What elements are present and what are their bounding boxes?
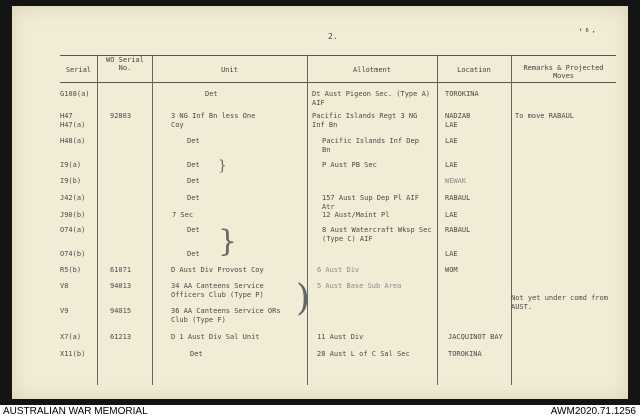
serial-cell: X7(a) bbox=[60, 333, 82, 341]
unit-cell: 3 NG Inf Bn less One Coy bbox=[171, 112, 256, 129]
grouping-brace: } bbox=[218, 224, 238, 259]
footer-credit: AUSTRALIAN WAR MEMORIAL bbox=[3, 406, 148, 417]
location-cell: TOROKINA bbox=[445, 90, 479, 98]
wo-serial-cell: 92803 bbox=[110, 112, 132, 120]
allotment-cell: Pacific Islands Inf Dep Bn bbox=[322, 137, 419, 154]
serial-cell: O74(b) bbox=[60, 250, 86, 258]
footer-accession-number: AWM2020.71.1256 bbox=[550, 406, 636, 417]
wo-serial-cell: 94015 bbox=[110, 307, 132, 315]
unit-cell: Det bbox=[187, 250, 200, 258]
location-cell: LAE bbox=[445, 161, 458, 169]
allotment-cell: Dt Aust Pigeon Sec. (Type A) AIF bbox=[312, 90, 431, 107]
allotment-cell: 12 Aust/Maint Pl bbox=[322, 211, 390, 219]
column-divider bbox=[437, 55, 438, 385]
location-cell: NADZAB LAE bbox=[445, 112, 471, 129]
grouping-brace: } bbox=[218, 158, 227, 174]
column-divider bbox=[152, 55, 153, 385]
header-bottom-rule bbox=[60, 82, 616, 83]
column-divider bbox=[307, 55, 308, 385]
location-cell: RABAUL bbox=[445, 226, 471, 234]
allotment-cell: 8 Aust Watercraft Wksp Sec (Type C) AIF bbox=[322, 226, 432, 243]
unit-cell: Det bbox=[187, 226, 200, 234]
header-serial: Serial bbox=[65, 66, 92, 74]
location-cell: WOM bbox=[445, 266, 458, 274]
allotment-cell: 6 Aust Div bbox=[317, 266, 360, 274]
grouping-brace: ) bbox=[296, 278, 311, 319]
remarks-cell: Not yet under comd from AUST. bbox=[511, 294, 608, 311]
wo-serial-cell: 94013 bbox=[110, 282, 132, 290]
unit-cell: Det bbox=[187, 137, 200, 145]
header-allotment: Allotment bbox=[353, 66, 391, 74]
serial-cell: J42(a) bbox=[60, 194, 86, 202]
unit-cell: 36 AA Canteens Service ORs Club (Type F) bbox=[171, 307, 281, 324]
allotment-cell: 157 Aust Sup Dep Pl AIF Atr bbox=[322, 194, 419, 211]
column-divider bbox=[97, 55, 98, 385]
location-cell: WEWAK bbox=[445, 177, 467, 185]
location-cell: LAE bbox=[445, 211, 458, 219]
allotment-cell: 11 Aust Div bbox=[317, 333, 364, 341]
header-location: Location bbox=[457, 66, 491, 74]
header-remarks: Remarks & Projected Moves bbox=[523, 64, 604, 80]
wo-serial-cell: 61213 bbox=[110, 333, 132, 341]
unit-cell: Det bbox=[205, 90, 218, 98]
serial-cell: J90(b) bbox=[60, 211, 86, 219]
unit-cell: 7 Sec bbox=[172, 211, 194, 219]
corner-annotation: '⁶· bbox=[578, 28, 598, 38]
page-number: 2. bbox=[328, 32, 338, 41]
location-cell: LAE bbox=[445, 137, 458, 145]
serial-cell: I9(b) bbox=[60, 177, 82, 185]
location-cell: LAE bbox=[445, 250, 458, 258]
unit-cell: D 1 Aust Div Sal Unit bbox=[171, 333, 260, 341]
serial-cell: X11(b) bbox=[60, 350, 86, 358]
location-cell: TOROKINA bbox=[448, 350, 482, 358]
allotment-cell: 5 Aust Base Sub Area bbox=[317, 282, 402, 290]
unit-cell: Det bbox=[187, 177, 200, 185]
serial-cell: H48(a) bbox=[60, 137, 86, 145]
serial-cell: R5(b) bbox=[60, 266, 82, 274]
serial-cell: G108(a) bbox=[60, 90, 90, 98]
unit-cell: Det bbox=[187, 161, 200, 169]
allotment-cell: 28 Aust L of C Sal Sec bbox=[317, 350, 410, 358]
serial-cell: V8 bbox=[60, 282, 69, 290]
column-divider bbox=[511, 55, 512, 385]
header-wo-serial: WO Serial No. bbox=[106, 56, 144, 72]
unit-cell: Det bbox=[190, 350, 203, 358]
header-unit: Unit bbox=[221, 66, 238, 74]
serial-cell: O74(a) bbox=[60, 226, 86, 234]
serial-cell: I9(a) bbox=[60, 161, 82, 169]
allotment-cell: P Aust PB Sec bbox=[322, 161, 377, 169]
serial-cell: V9 bbox=[60, 307, 69, 315]
location-cell: JACQUINOT BAY bbox=[448, 333, 503, 341]
remarks-cell: To move RABAUL bbox=[515, 112, 575, 120]
unit-cell: 34 AA Canteens Service Officers Club (Type P) bbox=[171, 282, 264, 299]
unit-cell: Det bbox=[187, 194, 200, 202]
wo-serial-cell: 61071 bbox=[110, 266, 132, 274]
location-cell: RABAUL bbox=[445, 194, 471, 202]
unit-cell: D Aust Div Provost Coy bbox=[171, 266, 264, 274]
serial-cell: H47 H47(a) bbox=[60, 112, 86, 129]
allotment-cell: Pacific Islands Regt 3 NG Inf Bn bbox=[312, 112, 418, 129]
